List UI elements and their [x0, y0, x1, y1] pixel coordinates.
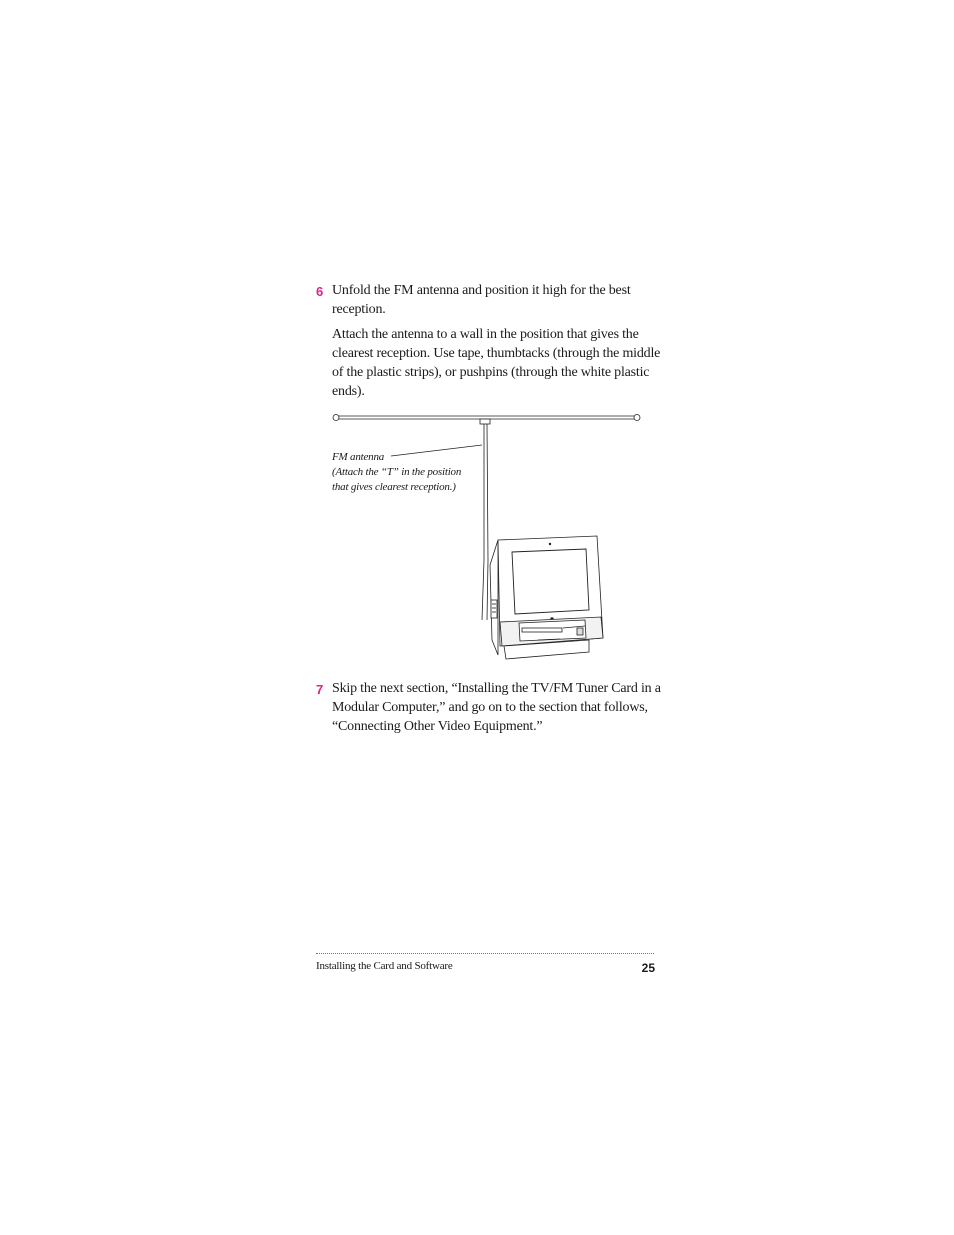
footer-divider	[316, 953, 654, 954]
step-7-number: 7	[316, 682, 324, 697]
page-number: 25	[641, 961, 655, 975]
step-7-text: Skip the next section, “Installing the TV/FM Tuner Card in a Modular Computer,” and go on to the section that follows, “Connecting Other Video Equipment.”	[332, 681, 661, 734]
caption-line-3: that gives clearest reception.)	[332, 481, 456, 493]
step-6-text: Unfold the FM antenna and position it high for the best reception.	[332, 283, 631, 317]
antenna-caption	[332, 450, 461, 495]
step-6-detail: Attach the antenna to a wall in the position that gives the clearest reception. Use tape, thumbtacks (through the middle of the plastic strips), or pushpins (through the white plastic ends).	[332, 327, 661, 399]
caption-line-2: (Attach the “T” in the position	[332, 466, 462, 478]
footer-title: Installing the Card and Software	[316, 960, 453, 972]
computer-icon	[490, 536, 603, 659]
caption-line-1: FM antenna	[332, 451, 385, 463]
step-6-number: 6	[316, 284, 324, 299]
